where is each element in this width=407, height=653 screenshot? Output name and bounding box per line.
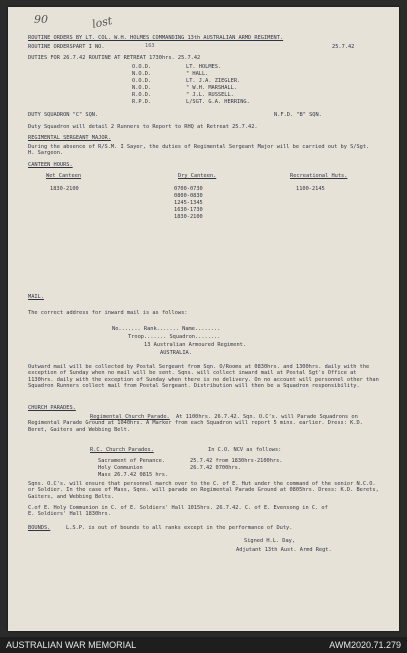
rc-time: 25.7.42 from 1830hrs-2100hrs. <box>190 458 283 464</box>
archive-footer <box>0 637 407 653</box>
header-date: 25.7.42 <box>332 44 355 50</box>
duty-name: L/SGT. G.A. HERRING. <box>186 99 250 105</box>
mail-text: Outward mail will be collected by Postal Sergeant from Sqn. O/Rooms at 0830hrs. and 1300hrs. daily with the exception of Sunday when no mail will be sent. Sqns. will collect inward mail at Postal Sgt's Office at 1130hrs. daily with the exception of Sunday when there is no delivery. On no account will personnel other than Squadron Runners collect mail from Postal Sergeant. Distribution will then be a Squadron responsibility. <box>28 364 379 390</box>
dry-canteen-hours: 1245-1345 <box>174 200 203 206</box>
rsm-text: During the absence of R/S.M. I Sayer, the duties of Regimental Sergeant Major will be carried out by S/Sgt. H. Sargeon. <box>28 144 370 157</box>
rec-huts-header: Recreational Huts. <box>290 173 348 179</box>
rc-church-text: Sqns. O.C's. will ensure that personnel march over to the C. of E. Hut under the command of the senior N.C.O. or Soldier. In the case of Mass, Sqns. will parade on Regimental Parade Ground at 0805hrs. Dress: K.D. Berets, Gaiters, and Webbing Belts. <box>28 481 379 500</box>
handwritten-mark: lost <box>90 14 114 31</box>
rc-item: Mass 26.7.42 0815 hrs. <box>98 472 169 478</box>
rsm-heading: REGIMENTAL SERGEANT MAJOR. <box>28 135 111 141</box>
header-order-number: 163 <box>145 43 155 49</box>
next-duty-squadron: N.F.D. "B" SQN. <box>274 112 322 118</box>
duty-name: LT. HOLMES. <box>186 64 222 70</box>
duty-squadron: DUTY SQUADRON "C" SQN. <box>28 112 99 118</box>
ce-church-text: C.of E. Holy Communion in C. of E. Soldiers' Hall 1015hrs. 26.7.42. C. of E. Evensong in C. of E. Soldiers' Hall 1830hrs. <box>28 505 328 518</box>
address-line: Troop....... Squadron........ <box>128 334 221 340</box>
duty-role: O.O.D. <box>132 78 152 84</box>
wet-canteen-hours: 1830-2100 <box>50 186 79 192</box>
rc-item: Holy Communion <box>98 465 143 471</box>
rc-church-heading: R.C. Church Parades. <box>90 447 154 453</box>
church-heading: CHURCH PARADES. <box>28 405 76 411</box>
rc-time: 26.7.42 0700hrs. <box>190 465 242 471</box>
address-line: AUSTRALIA. <box>160 350 192 356</box>
duty-role: R.O.D. <box>132 92 152 98</box>
footer-institution: AUSTRALIAN WAR MEMORIAL <box>6 640 137 650</box>
rc-church-intro: In C.O. NCV as follows: <box>208 447 282 453</box>
duties-title: DUTIES FOR 26.7.42 ROUTINE AT RETREAT 1730hrs. 25.7.42 <box>28 55 201 61</box>
handwritten-number: 90 <box>34 13 48 26</box>
address-line: 13 Australian Armoured Regiment. <box>144 342 247 348</box>
duty-name: " W.H. MARSHALL. <box>186 85 238 91</box>
duty-role: N.O.D. <box>132 85 152 91</box>
dry-canteen-hours: 0800-0830 <box>174 193 203 199</box>
duty-note: Duty Squadron will detail 2 Runners to Report to RHQ at Retreat 25.7.42. <box>28 124 258 130</box>
header-orders-part: ROUTINE ORDERSPART I NO. <box>28 44 105 50</box>
dry-canteen-header: Dry Canteen. <box>178 173 217 179</box>
signature-name: Signed H.L. Day, <box>244 538 296 544</box>
wet-canteen-header: Wet Canteen <box>46 173 82 179</box>
mail-intro: The correct address for inward mail is as follows: <box>28 310 188 316</box>
rec-huts-hours: 1100-2145 <box>296 186 325 192</box>
regimental-church-text: At 1100hrs. 26.7.42. Sqn. O.C's. will Parade Squadrons on Regimental Parade Ground at 1040hrs. A Marker from each Squadron will report 5 mins. earlier. Dress: K.D. Beret, Gaiters and Webbing Belt. <box>28 414 363 433</box>
address-line: No....... Rank....... Name........ <box>112 326 221 332</box>
duty-role: R.P.D. <box>132 99 152 105</box>
document-page <box>8 7 399 631</box>
regimental-church-heading: Regimental Church Parade. <box>90 414 170 420</box>
duty-name: LT. J.A. ZIEGLER. <box>186 78 241 84</box>
footer-accession: AWM2020.71.279 <box>329 640 401 650</box>
bounds-text: L.S.P. is out of bounds to all ranks except in the performance of Duty. <box>66 525 293 531</box>
header-title: ROUTINE ORDERS BY LT. COL. W.H. HOLMES COMMANDING 13th AUSTRALIAN ARMD REGIMENT. <box>28 35 284 41</box>
mail-heading: MAIL. <box>28 294 44 300</box>
dry-canteen-hours: 1830-2100 <box>174 214 203 220</box>
rc-item: Sacrament of Penance. <box>98 458 165 464</box>
dry-canteen-hours: 0700-0730 <box>174 186 203 192</box>
dry-canteen-hours: 1630-1730 <box>174 207 203 213</box>
duty-name: " J.L. RUSSELL. <box>186 92 234 98</box>
bounds-heading: BOUNDS. <box>28 525 51 531</box>
signature-title: Adjutant 13th Aust. Armd Regt. <box>236 547 332 553</box>
duty-role: O.O.D. <box>132 64 152 70</box>
duty-name: " HALL. <box>186 71 209 77</box>
duty-role: N.O.D. <box>132 71 152 77</box>
canteen-heading: CANTEEN HOURS. <box>28 162 73 168</box>
